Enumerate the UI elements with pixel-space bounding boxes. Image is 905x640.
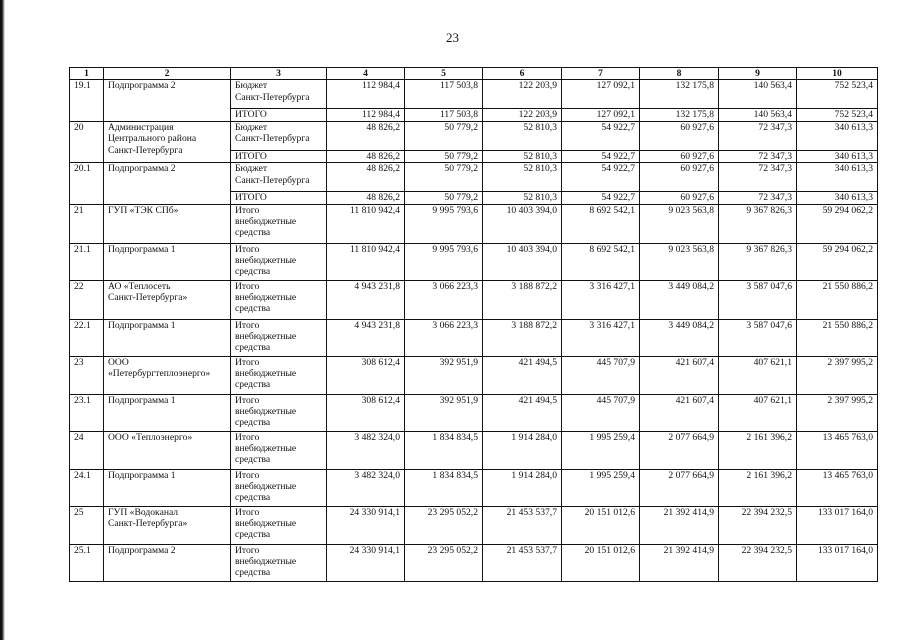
value-cell: 8 692 542,1 <box>562 204 640 243</box>
row-name-line: Подпрограмма 1 <box>108 394 176 406</box>
value-cell: 122 203,9 <box>483 80 562 109</box>
value-cell: 3 587 047,6 <box>719 280 797 319</box>
value-cell: 421 494,5 <box>483 394 562 431</box>
value-cell: 2 397 995,2 <box>797 356 878 394</box>
value-cell: 1 834 834,5 <box>405 431 483 469</box>
funding-source <box>231 356 327 394</box>
row-name-line: Санкт-Петербурга» <box>108 292 188 304</box>
column-header: 2 <box>104 68 231 80</box>
funding-source-line: внебюджетные <box>235 518 297 530</box>
value-cell: 22 394 232,5 <box>719 506 797 544</box>
row-name-line: Санкт-Петербурга» <box>108 518 188 530</box>
value-cell: 54 922,7 <box>562 192 640 204</box>
funding-source <box>231 431 327 469</box>
funding-source-line: Итого <box>235 356 260 368</box>
value-cell: 340 613,3 <box>797 150 878 162</box>
funding-source-line: внебюджетные <box>235 406 297 418</box>
funding-source-line: Итого <box>235 431 260 443</box>
value-cell: 13 465 763,0 <box>797 431 878 469</box>
value-cell: 3 449 084,2 <box>640 280 719 319</box>
row-name-line: Администрация <box>108 121 174 133</box>
row-index: 25 <box>70 506 104 544</box>
value-cell: 2 397 995,2 <box>797 394 878 431</box>
row-name-line: Подпрограмма 2 <box>108 80 176 92</box>
value-cell: 445 707,9 <box>562 356 640 394</box>
funding-source-line: Итого <box>235 544 260 556</box>
funding-source-line: внебюджетные <box>235 216 297 228</box>
value-cell: 752 523,4 <box>797 80 878 109</box>
value-cell: 54 922,7 <box>562 121 640 150</box>
value-cell: 1 914 284,0 <box>483 431 562 469</box>
value-cell: 21 392 414,9 <box>640 506 719 544</box>
value-cell: 122 203,9 <box>483 109 562 121</box>
funding-source-line: средства <box>235 492 271 504</box>
value-cell: 140 563,4 <box>719 80 797 109</box>
value-cell: 20 151 012,6 <box>562 544 640 581</box>
row-name <box>104 394 231 431</box>
column-header: 7 <box>562 68 640 80</box>
value-cell: 340 613,3 <box>797 121 878 150</box>
value-cell: 308 612,4 <box>327 394 405 431</box>
value-cell: 3 188 872,2 <box>483 319 562 356</box>
funding-source-line: ИТОГО <box>235 109 267 121</box>
funding-source-line: внебюджетные <box>235 255 297 267</box>
value-cell: 54 922,7 <box>562 150 640 162</box>
funding-source-line: средства <box>235 379 271 391</box>
value-cell: 421 607,4 <box>640 356 719 394</box>
table-row <box>70 506 878 544</box>
funding-source-line: Итого <box>235 394 260 406</box>
funding-source-line: средства <box>235 529 271 541</box>
funding-source-line: средства <box>235 303 271 315</box>
row-name-line: ООО <box>108 356 129 368</box>
value-cell: 407 621,1 <box>719 394 797 431</box>
row-index: 21.1 <box>70 243 104 280</box>
value-cell: 21 550 886,2 <box>797 319 878 356</box>
value-cell: 421 607,4 <box>640 394 719 431</box>
value-cell: 8 692 542,1 <box>562 243 640 280</box>
row-name-line: Подпрограмма 1 <box>108 469 176 481</box>
value-cell: 50 779,2 <box>405 150 483 162</box>
row-name-line: ГУП «Водоканал <box>108 506 179 518</box>
value-cell: 20 151 012,6 <box>562 506 640 544</box>
value-cell: 9 367 826,3 <box>719 243 797 280</box>
table-row <box>70 394 878 431</box>
value-cell: 127 092,1 <box>562 109 640 121</box>
table-row <box>70 544 878 581</box>
column-header: 6 <box>483 68 562 80</box>
row-index: 22 <box>70 280 104 319</box>
funding-source <box>231 192 327 204</box>
row-name-line: Подпрограмма 2 <box>108 544 176 556</box>
value-cell: 4 943 231,8 <box>327 319 405 356</box>
value-cell: 52 810,3 <box>483 121 562 150</box>
value-cell: 72 347,3 <box>719 192 797 204</box>
value-cell: 3 316 427,1 <box>562 280 640 319</box>
table-row <box>70 80 878 109</box>
value-cell: 3 449 084,2 <box>640 319 719 356</box>
value-cell: 3 482 324,0 <box>327 431 405 469</box>
value-cell: 52 810,3 <box>483 163 562 192</box>
row-index: 20 <box>70 121 104 162</box>
row-name <box>104 469 231 506</box>
row-name <box>104 80 231 121</box>
table-row <box>70 319 878 356</box>
value-cell: 9 367 826,3 <box>719 204 797 243</box>
value-cell: 10 403 394,0 <box>483 243 562 280</box>
value-cell: 3 482 324,0 <box>327 469 405 506</box>
value-cell: 72 347,3 <box>719 121 797 150</box>
row-name <box>104 431 231 469</box>
value-cell: 54 922,7 <box>562 163 640 192</box>
value-cell: 22 394 232,5 <box>719 544 797 581</box>
funding-source-line: средства <box>235 417 271 429</box>
column-header: 8 <box>640 68 719 80</box>
row-name <box>104 121 231 162</box>
funding-source-line: Бюджет <box>235 80 268 92</box>
value-cell: 392 951,9 <box>405 356 483 394</box>
funding-source-line: Санкт-Петербурга <box>235 91 310 103</box>
table-header-row <box>70 68 878 80</box>
funding-source <box>231 506 327 544</box>
row-index: 24.1 <box>70 469 104 506</box>
row-index: 19.1 <box>70 80 104 121</box>
value-cell: 11 810 942,4 <box>327 204 405 243</box>
column-header: 1 <box>70 68 104 80</box>
funding-source-line: внебюджетные <box>235 556 297 568</box>
value-cell: 59 294 062,2 <box>797 243 878 280</box>
value-cell: 1 914 284,0 <box>483 469 562 506</box>
value-cell: 132 175,8 <box>640 109 719 121</box>
funding-source-line: Санкт-Петербурга <box>235 133 310 145</box>
value-cell: 52 810,3 <box>483 150 562 162</box>
row-index: 23 <box>70 356 104 394</box>
funding-source <box>231 109 327 121</box>
value-cell: 392 951,9 <box>405 394 483 431</box>
value-cell: 752 523,4 <box>797 109 878 121</box>
value-cell: 1 834 834,5 <box>405 469 483 506</box>
column-header: 3 <box>231 68 327 80</box>
funding-source <box>231 150 327 162</box>
funding-source <box>231 280 327 319</box>
funding-source-line: средства <box>235 227 271 239</box>
row-name <box>104 506 231 544</box>
value-cell: 48 826,2 <box>327 192 405 204</box>
row-index: 24 <box>70 431 104 469</box>
funding-source-line: средства <box>235 266 271 278</box>
value-cell: 9 995 793,6 <box>405 204 483 243</box>
funding-source <box>231 121 327 150</box>
value-cell: 50 779,2 <box>405 163 483 192</box>
value-cell: 3 316 427,1 <box>562 319 640 356</box>
value-cell: 48 826,2 <box>327 121 405 150</box>
table-row <box>70 163 878 192</box>
value-cell: 340 613,3 <box>797 192 878 204</box>
value-cell: 4 943 231,8 <box>327 280 405 319</box>
funding-source-line: средства <box>235 342 271 354</box>
funding-source-line: средства <box>235 567 271 579</box>
budget-table <box>69 67 878 582</box>
funding-source-line: Итого <box>235 506 260 518</box>
value-cell: 421 494,5 <box>483 356 562 394</box>
value-cell: 60 927,6 <box>640 121 719 150</box>
funding-source-line: внебюджетные <box>235 481 297 493</box>
row-name <box>104 204 231 243</box>
funding-source-line: средства <box>235 454 271 466</box>
funding-source <box>231 80 327 109</box>
value-cell: 2 161 396,2 <box>719 469 797 506</box>
value-cell: 1 995 259,4 <box>562 469 640 506</box>
value-cell: 23 295 052,2 <box>405 506 483 544</box>
row-index: 25.1 <box>70 544 104 581</box>
row-name <box>104 544 231 581</box>
funding-source-line: внебюджетные <box>235 292 297 304</box>
column-header: 10 <box>797 68 878 80</box>
value-cell: 140 563,4 <box>719 109 797 121</box>
value-cell: 117 503,8 <box>405 109 483 121</box>
value-cell: 23 295 052,2 <box>405 544 483 581</box>
funding-source-line: Итого <box>235 243 260 255</box>
value-cell: 48 826,2 <box>327 163 405 192</box>
row-name <box>104 280 231 319</box>
funding-source-line: Бюджет <box>235 163 268 175</box>
row-index: 20.1 <box>70 163 104 204</box>
value-cell: 112 984,4 <box>327 109 405 121</box>
value-cell: 24 330 914,1 <box>327 506 405 544</box>
row-name-line: Санкт-Петербурга <box>108 144 183 156</box>
funding-source <box>231 243 327 280</box>
funding-source-line: ИТОГО <box>235 150 267 162</box>
value-cell: 13 465 763,0 <box>797 469 878 506</box>
row-name-line: «Петербургтеплоэнерго» <box>108 368 211 380</box>
value-cell: 9 023 563,8 <box>640 204 719 243</box>
funding-source <box>231 544 327 581</box>
funding-source-line: Итого <box>235 469 260 481</box>
row-name-line: АО «Теплосеть <box>108 280 171 292</box>
column-header: 4 <box>327 68 405 80</box>
value-cell: 3 188 872,2 <box>483 280 562 319</box>
value-cell: 445 707,9 <box>562 394 640 431</box>
table-row <box>70 469 878 506</box>
row-name-line: Подпрограмма 1 <box>108 243 176 255</box>
page-number: 23 <box>446 30 459 45</box>
column-header: 9 <box>719 68 797 80</box>
value-cell: 52 810,3 <box>483 192 562 204</box>
value-cell: 3 066 223,3 <box>405 319 483 356</box>
value-cell: 59 294 062,2 <box>797 204 878 243</box>
funding-source <box>231 394 327 431</box>
funding-source-line: Итого <box>235 280 260 292</box>
value-cell: 133 017 164,0 <box>797 544 878 581</box>
value-cell: 72 347,3 <box>719 150 797 162</box>
funding-source <box>231 319 327 356</box>
table-row <box>70 204 878 243</box>
value-cell: 48 826,2 <box>327 150 405 162</box>
funding-source-line: внебюджетные <box>235 443 297 455</box>
value-cell: 407 621,1 <box>719 356 797 394</box>
value-cell: 3 587 047,6 <box>719 319 797 356</box>
value-cell: 21 550 886,2 <box>797 280 878 319</box>
row-name <box>104 356 231 394</box>
funding-source-line: Итого <box>235 319 260 331</box>
value-cell: 112 984,4 <box>327 80 405 109</box>
funding-source-line: ИТОГО <box>235 192 267 204</box>
table-row <box>70 121 878 150</box>
row-name <box>104 163 231 204</box>
value-cell: 11 810 942,4 <box>327 243 405 280</box>
value-cell: 21 392 414,9 <box>640 544 719 581</box>
value-cell: 60 927,6 <box>640 150 719 162</box>
value-cell: 50 779,2 <box>405 192 483 204</box>
value-cell: 2 077 664,9 <box>640 431 719 469</box>
funding-source <box>231 469 327 506</box>
row-index: 22.1 <box>70 319 104 356</box>
funding-source <box>231 163 327 192</box>
row-index: 23.1 <box>70 394 104 431</box>
funding-source-line: Санкт-Петербурга <box>235 174 310 186</box>
value-cell: 127 092,1 <box>562 80 640 109</box>
row-name-line: Центрального района <box>108 133 197 145</box>
row-name-line: Подпрограмма 2 <box>108 163 176 175</box>
value-cell: 72 347,3 <box>719 163 797 192</box>
funding-source-line: Бюджет <box>235 121 268 133</box>
value-cell: 9 995 793,6 <box>405 243 483 280</box>
funding-source-line: внебюджетные <box>235 368 297 380</box>
row-name <box>104 243 231 280</box>
value-cell: 132 175,8 <box>640 80 719 109</box>
column-header: 5 <box>405 68 483 80</box>
value-cell: 1 995 259,4 <box>562 431 640 469</box>
value-cell: 2 077 664,9 <box>640 469 719 506</box>
value-cell: 60 927,6 <box>640 163 719 192</box>
value-cell: 2 161 396,2 <box>719 431 797 469</box>
value-cell: 3 066 223,3 <box>405 280 483 319</box>
funding-source <box>231 204 327 243</box>
value-cell: 50 779,2 <box>405 121 483 150</box>
table-row <box>70 280 878 319</box>
value-cell: 308 612,4 <box>327 356 405 394</box>
value-cell: 117 503,8 <box>405 80 483 109</box>
table-row <box>70 431 878 469</box>
funding-source-line: Итого <box>235 204 260 216</box>
row-name-line: ГУП «ТЭК СПб» <box>108 204 179 216</box>
value-cell: 133 017 164,0 <box>797 506 878 544</box>
value-cell: 60 927,6 <box>640 192 719 204</box>
value-cell: 21 453 537,7 <box>483 506 562 544</box>
row-index: 21 <box>70 204 104 243</box>
value-cell: 340 613,3 <box>797 163 878 192</box>
row-name <box>104 319 231 356</box>
table-row <box>70 356 878 394</box>
table-row <box>70 243 878 280</box>
value-cell: 24 330 914,1 <box>327 544 405 581</box>
row-name-line: Подпрограмма 1 <box>108 319 176 331</box>
value-cell: 10 403 394,0 <box>483 204 562 243</box>
funding-source-line: внебюджетные <box>235 331 297 343</box>
value-cell: 9 023 563,8 <box>640 243 719 280</box>
value-cell: 21 453 537,7 <box>483 544 562 581</box>
scan-edge-mark <box>0 0 5 640</box>
row-name-line: ООО «Теплоэнерго» <box>108 431 193 443</box>
